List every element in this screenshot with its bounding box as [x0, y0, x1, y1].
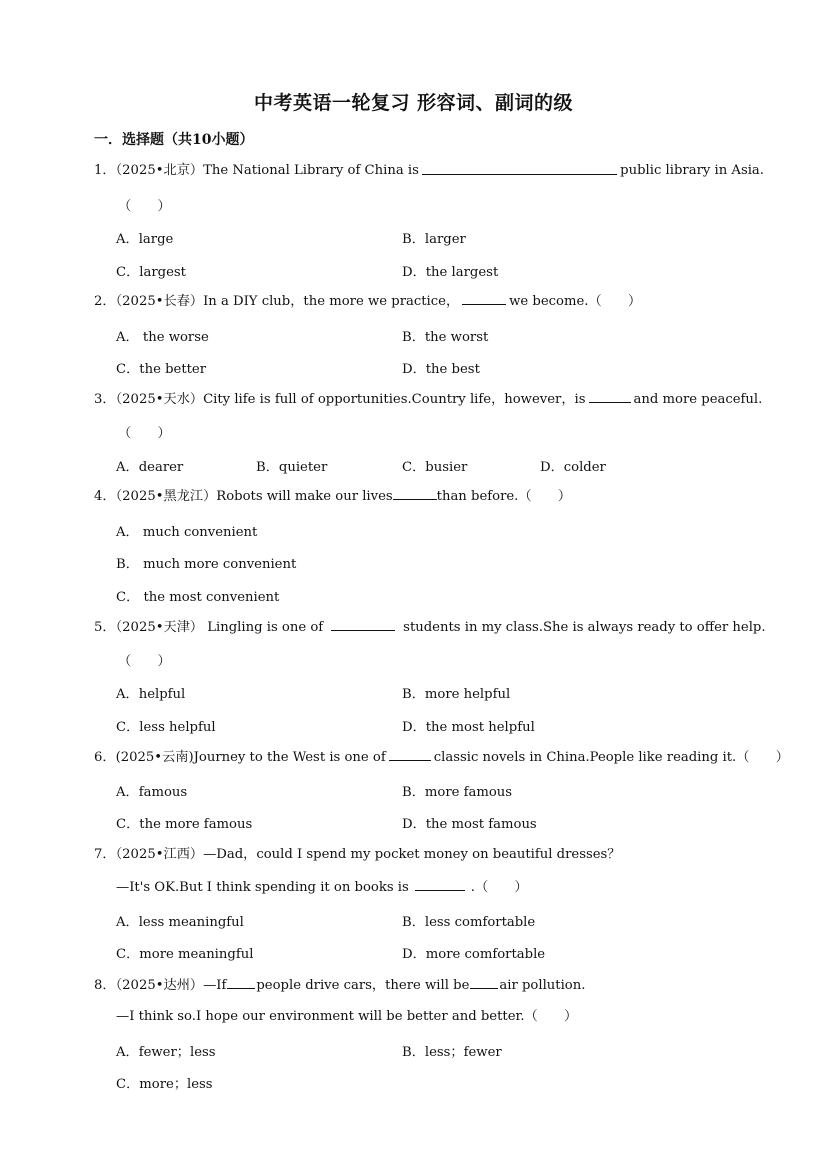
question-source: （2025•江西） — [115, 847, 204, 862]
option-c[interactable]: C．busier — [402, 460, 468, 475]
question-7-line-2 — [116, 878, 528, 897]
question-source: （2025•长春） — [115, 294, 204, 309]
option-c[interactable]: C．more meaningful — [116, 947, 254, 962]
question-2 — [94, 292, 641, 311]
question-7 — [94, 846, 621, 864]
option-a[interactable]: A．famous — [116, 785, 188, 800]
question-text: classic novels in China.People like reading it.（ ） — [433, 750, 789, 765]
question-number: 3． — [94, 392, 116, 407]
answer-blank[interactable] — [415, 878, 465, 891]
question-3 — [94, 390, 762, 409]
option-d[interactable]: D．the best — [402, 362, 480, 377]
question-text: Journey to the West is one of — [193, 750, 386, 765]
question-text: The National Library of China is — [203, 163, 419, 178]
option-b[interactable]: B．the worst — [402, 330, 489, 345]
question-source: (2025•云南) — [115, 750, 194, 765]
option-a[interactable]: A．less meaningful — [116, 915, 244, 930]
question-number: 6． — [94, 750, 116, 765]
question-text: —It's OK.But I think spending it on books is — [116, 880, 409, 895]
question-number: 2． — [94, 294, 116, 309]
question-4 — [94, 487, 571, 506]
option-c[interactable]: C． the most convenient — [116, 590, 280, 605]
question-number: 5． — [94, 620, 116, 635]
question-text: people drive cars，there will be — [256, 978, 470, 993]
question-number: 7． — [94, 847, 116, 862]
question-1 — [94, 162, 764, 180]
option-c[interactable]: C．more；less — [116, 1077, 213, 1092]
option-b[interactable]: B．quieter — [256, 460, 328, 475]
answer-blank[interactable] — [589, 390, 631, 403]
question-5 — [94, 618, 766, 637]
question-text: —Dad，could I spend my pocket money on beautiful dresses？ — [203, 847, 621, 862]
option-d[interactable]: D．the most helpful — [402, 720, 535, 735]
section-heading: 一．选择题（共10小题） — [94, 132, 254, 148]
question-text: —If — [203, 978, 227, 993]
question-6 — [94, 748, 789, 767]
question-source: （2025•黑龙江） — [115, 489, 217, 504]
option-c[interactable]: C．the more famous — [116, 817, 253, 832]
question-number: 8． — [94, 978, 116, 993]
question-text: public library in Asia. — [620, 163, 764, 178]
answer-blank[interactable] — [422, 162, 617, 175]
answer-blank[interactable] — [331, 618, 395, 631]
answer-parentheses: （ ） — [118, 426, 171, 441]
question-text: Lingling is one of — [203, 620, 324, 635]
question-text: than before.（ ） — [436, 489, 572, 504]
option-a[interactable]: A．large — [116, 232, 174, 247]
page-title: 中考英语一轮复习 形容词、副词的级 — [253, 92, 574, 114]
option-d[interactable]: D．more comfortable — [402, 947, 546, 962]
question-number: 1． — [94, 163, 116, 178]
question-text: air pollution. — [499, 978, 586, 993]
option-d[interactable]: D．the largest — [402, 265, 499, 280]
question-8 — [94, 976, 585, 995]
answer-parentheses: （ ） — [118, 199, 171, 214]
question-number: 4． — [94, 489, 116, 504]
option-c[interactable]: C．largest — [116, 265, 186, 280]
answer-blank[interactable] — [462, 292, 506, 305]
answer-blank[interactable] — [227, 976, 255, 989]
question-text: we become.（ ） — [509, 294, 642, 309]
answer-blank[interactable] — [470, 976, 498, 989]
question-8-line-2: —I think so.I hope our environment will be better and better.（ ） — [116, 1009, 578, 1024]
question-text: and more peaceful. — [633, 392, 763, 407]
option-a[interactable]: A．helpful — [116, 687, 186, 702]
question-text: students in my class.She is always ready to offer help. — [403, 620, 766, 635]
answer-blank[interactable] — [389, 748, 431, 761]
option-d[interactable]: D．the most famous — [402, 817, 537, 832]
question-text: In a DIY club，the more we practice， — [203, 294, 460, 309]
option-b[interactable]: B．more famous — [402, 785, 513, 800]
option-b[interactable]: B．less；fewer — [402, 1045, 502, 1060]
option-a[interactable]: A．dearer — [116, 460, 184, 475]
question-source: （2025•北京） — [115, 163, 204, 178]
option-a[interactable]: A．fewer；less — [116, 1045, 216, 1060]
question-source: （2025•天水） — [115, 392, 204, 407]
answer-parentheses: （ ） — [118, 654, 171, 669]
option-b[interactable]: B．more helpful — [402, 687, 511, 702]
option-c[interactable]: C．less helpful — [116, 720, 216, 735]
question-text: Robots will make our lives — [216, 489, 393, 504]
option-d[interactable]: D．colder — [540, 460, 606, 475]
answer-blank[interactable] — [393, 487, 437, 500]
question-text: .（ ） — [470, 880, 528, 895]
option-b[interactable]: B．larger — [402, 232, 466, 247]
question-source: （2025•天津） — [115, 620, 204, 635]
option-b[interactable]: B． much more convenient — [116, 557, 297, 572]
option-a[interactable]: A． the worse — [116, 330, 209, 345]
question-source: （2025•达州） — [115, 978, 204, 993]
question-text: City life is full of opportunities.Country life，however，is — [203, 392, 586, 407]
option-b[interactable]: B．less comfortable — [402, 915, 536, 930]
option-c[interactable]: C．the better — [116, 362, 207, 377]
option-a[interactable]: A． much convenient — [116, 525, 258, 540]
